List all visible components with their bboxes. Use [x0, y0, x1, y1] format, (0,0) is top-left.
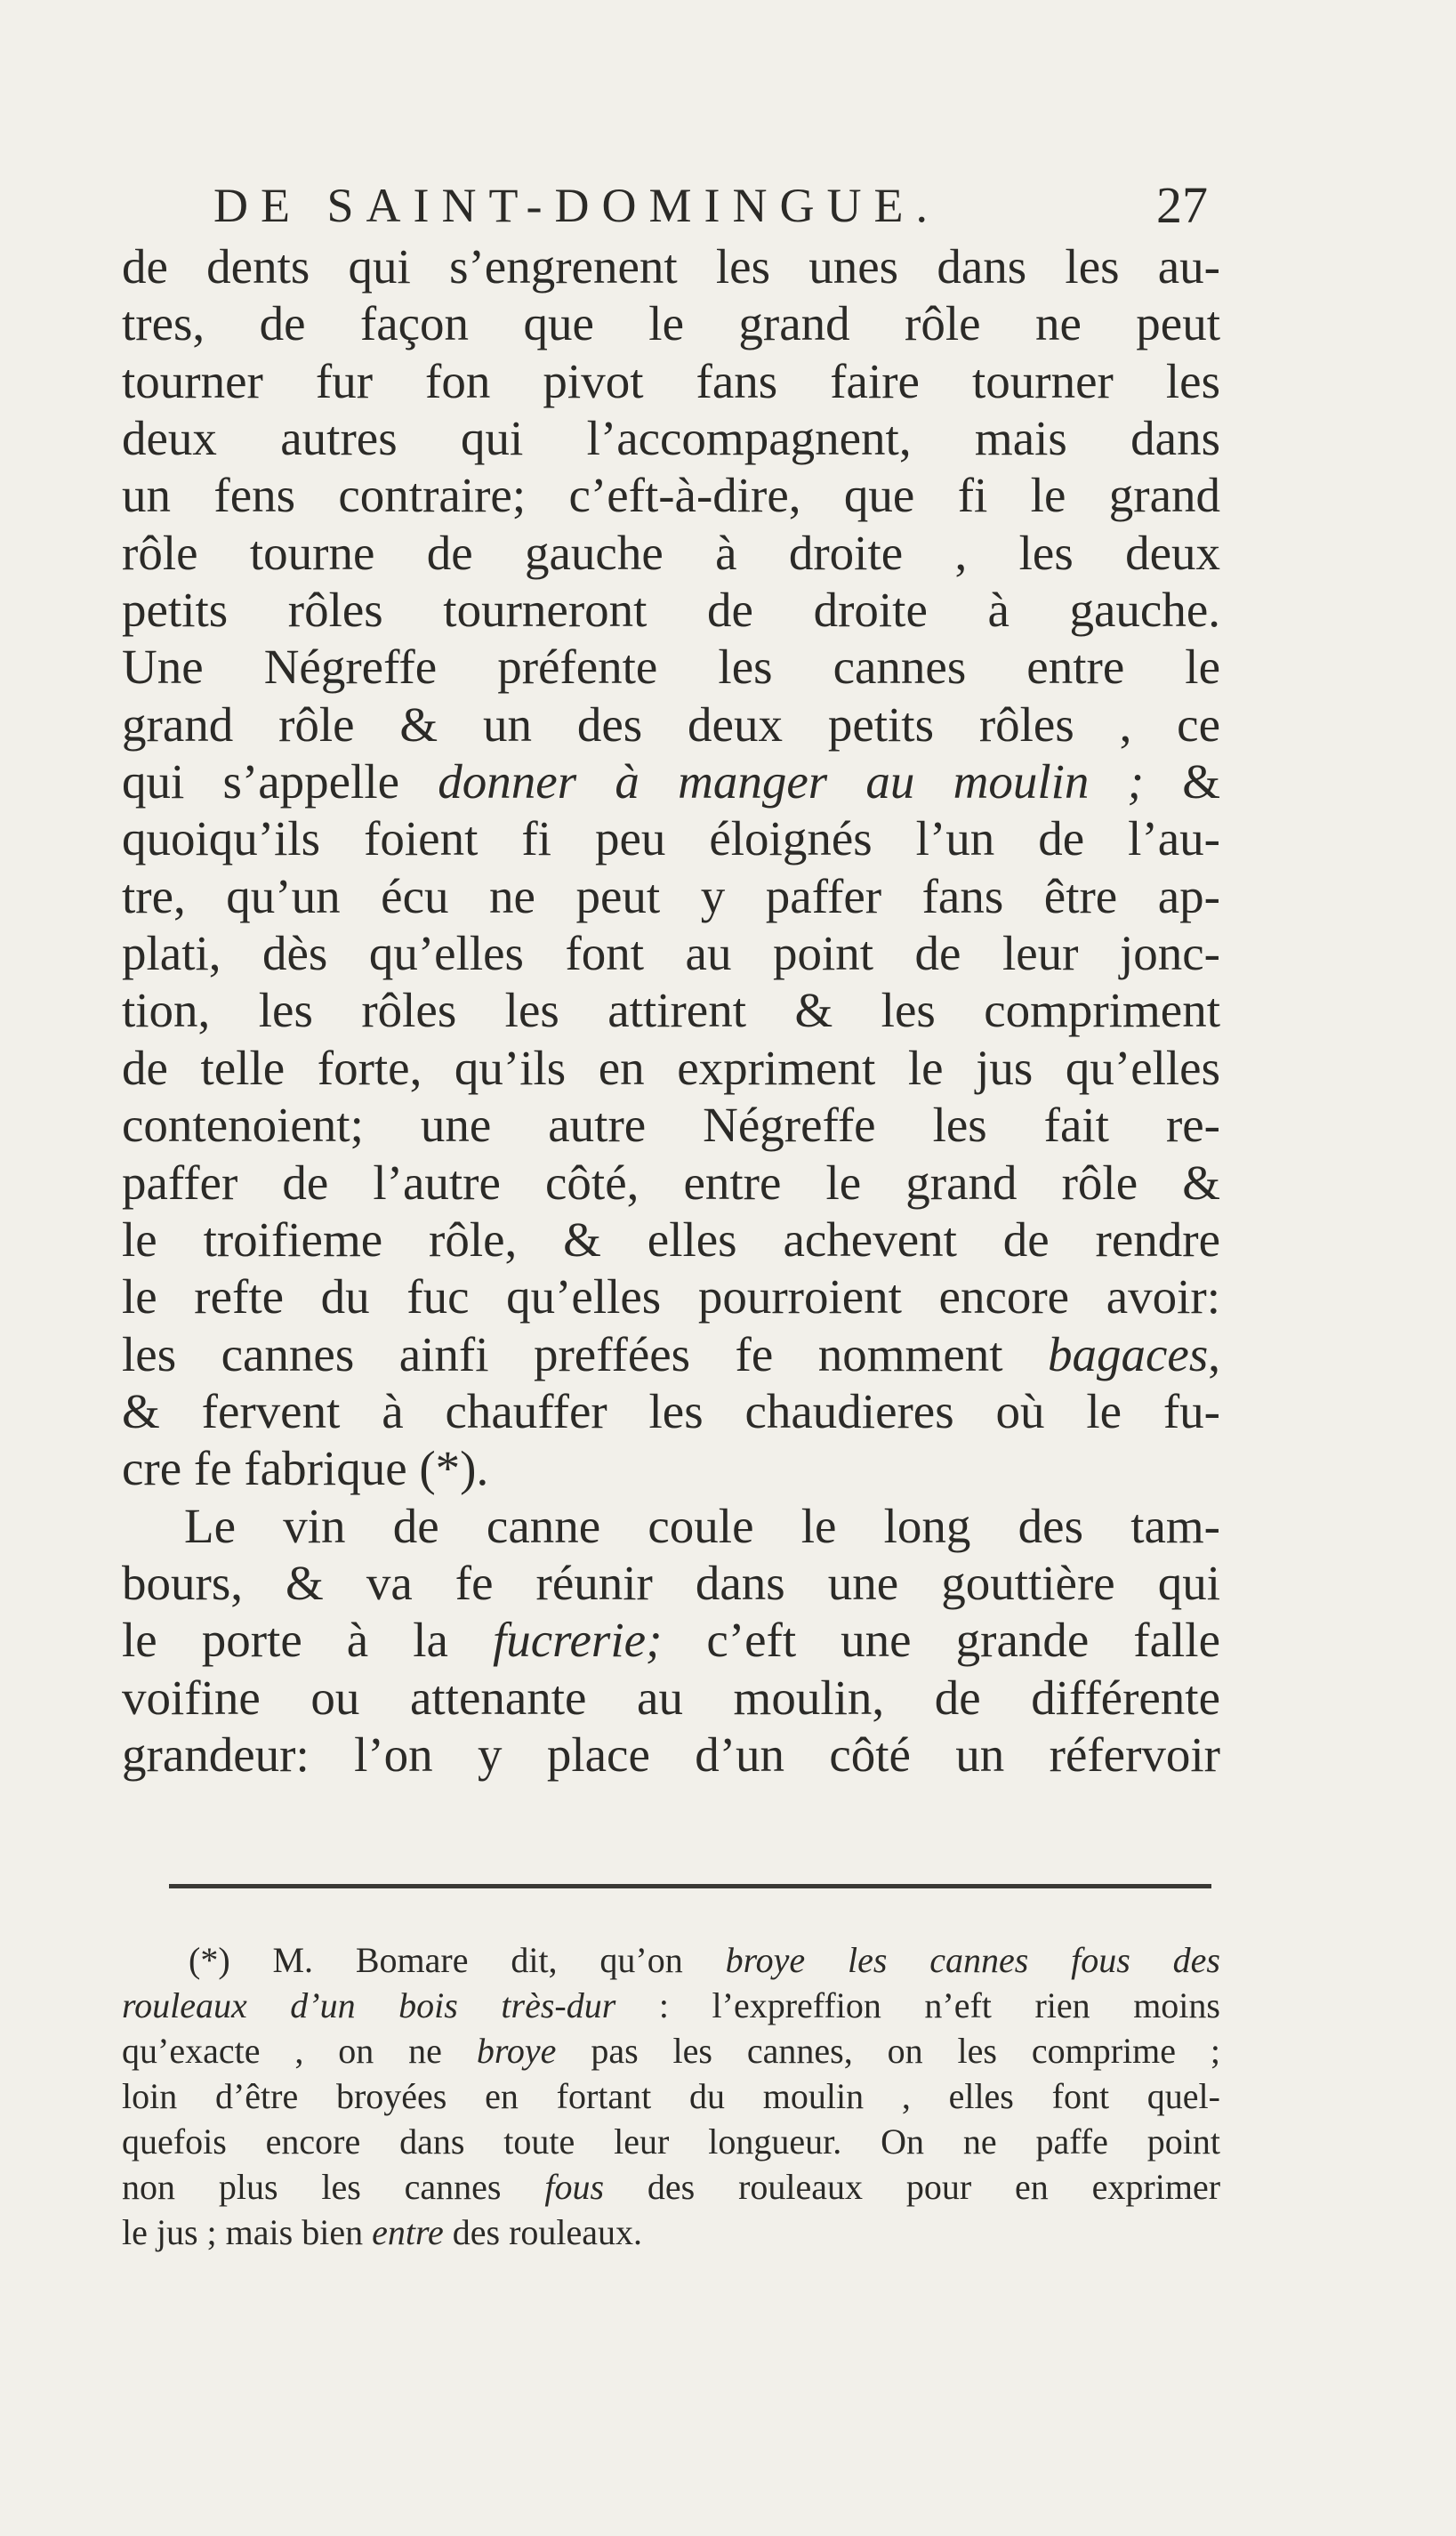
- text-run: qui s’appelle: [122, 754, 400, 809]
- italic-phrase: broye les cannes fous des: [725, 1940, 1220, 1980]
- text-run: non plus les cannes: [122, 2167, 502, 2207]
- text-run: : l’expreffion n’eft rien moins: [658, 1985, 1220, 2025]
- footnote-line: [122, 2028, 1220, 2073]
- text-line: de dents qui s’engrenent les unes dans les au-: [122, 239, 1220, 294]
- text-run: le porte à la: [122, 1613, 448, 1668]
- italic-word: entre: [372, 2212, 444, 2252]
- text-run: des rouleaux.: [452, 2212, 643, 2252]
- italic-word: fucrerie;: [492, 1613, 663, 1668]
- text-line: petits rôles tourneront de droite à gauche.: [122, 583, 1220, 638]
- footnote-line: quefois encore dans toute leur longueur. On ne paffe point: [122, 2121, 1220, 2162]
- footnote-separator: [169, 1884, 1211, 1888]
- text-line: grand rôle & un des deux petits rôles , ce: [122, 696, 1220, 752]
- text-run: (*) M. Bomare dit, qu’on: [189, 1940, 683, 1980]
- text-line: un fens contraire; c’eft-à-dire, que fi le grand: [122, 468, 1220, 523]
- text-line: tourner fur fon pivot fans faire tourner les: [122, 353, 1220, 408]
- text-line: [122, 753, 1220, 810]
- italic-word: bagaces: [1048, 1326, 1209, 1381]
- footnote-line: [122, 2164, 1220, 2210]
- text-line: [122, 1612, 1220, 1669]
- footnote-line: [122, 2210, 1220, 2255]
- text-line: de telle forte, qu’ils en expriment le jus qu’elles: [122, 1040, 1220, 1095]
- text-line: quoiqu’ils foient fi peu éloignés l’un de l’au-: [122, 811, 1220, 866]
- footnote: [122, 1937, 1220, 2255]
- text-run: les cannes ainfi preffées fe nomment: [122, 1326, 1003, 1381]
- text-line: [122, 1326, 1220, 1383]
- italic-phrase: donner à manger au moulin ;: [438, 754, 1144, 809]
- italic-word: broye: [476, 2031, 557, 2071]
- text-line: plati, dès qu’elles font au point de leur jonc-: [122, 926, 1220, 981]
- text-line: le refte du fuc qu’elles pourroient encore avoir:: [122, 1269, 1220, 1324]
- text-line: cre fe fabrique (*).: [122, 1441, 489, 1496]
- text-run: le jus ; mais bien: [122, 2212, 364, 2252]
- text-line: contenoient; une autre Négreffe les fait re-: [122, 1098, 1220, 1153]
- page-number: 27: [1156, 176, 1208, 234]
- text-line: grandeur: l’on y place d’un côté un réfervoir: [122, 1727, 1220, 1782]
- text-run: pas les cannes, on les comprime ;: [591, 2031, 1220, 2071]
- text-line: tres, de façon que le grand rôle ne peut: [122, 296, 1220, 351]
- footnote-line: [122, 1937, 1220, 1983]
- text-run: &: [1182, 754, 1220, 809]
- footnote-line: loin d’être broyées en fortant du moulin , elles font quel-: [122, 2076, 1220, 2116]
- text-run: des rouleaux pour en exprimer: [647, 2167, 1220, 2207]
- text-line: Une Négreffe préfente les cannes entre le: [122, 640, 1220, 695]
- main-text: [122, 238, 1220, 1783]
- text-line: deux autres qui l’accompagnent, mais dans: [122, 411, 1220, 466]
- text-line: Le vin de canne coule le long des tam-: [184, 1498, 1220, 1553]
- text-run: c’eft une grande falle: [706, 1613, 1220, 1668]
- text-line: le troifieme rôle, & elles achevent de rendre: [122, 1212, 1220, 1267]
- italic-word: fous: [544, 2167, 605, 2207]
- text-run: ,: [1208, 1326, 1220, 1381]
- text-line: rôle tourne de gauche à droite , les deux: [122, 525, 1220, 580]
- footnote-line: [122, 1983, 1220, 2028]
- running-head: DE SAINT-DOMINGUE.: [213, 179, 940, 232]
- text-run: qu’exacte , on ne: [122, 2031, 442, 2071]
- text-line: voifine ou attenante au moulin, de différente: [122, 1670, 1220, 1725]
- text-line: tre, qu’un écu ne peut y paffer fans être ap-: [122, 868, 1220, 923]
- text-line: bours, & va fe réunir dans une gouttière qui: [122, 1555, 1220, 1610]
- text-line: tion, les rôles les attirent & les compriment: [122, 983, 1220, 1038]
- text-line: & fervent à chauffer les chaudieres où le fu-: [122, 1383, 1220, 1438]
- italic-phrase: rouleaux d’un bois très-dur: [122, 1985, 616, 2025]
- text-line: paffer de l’autre côté, entre le grand rôle &: [122, 1155, 1220, 1210]
